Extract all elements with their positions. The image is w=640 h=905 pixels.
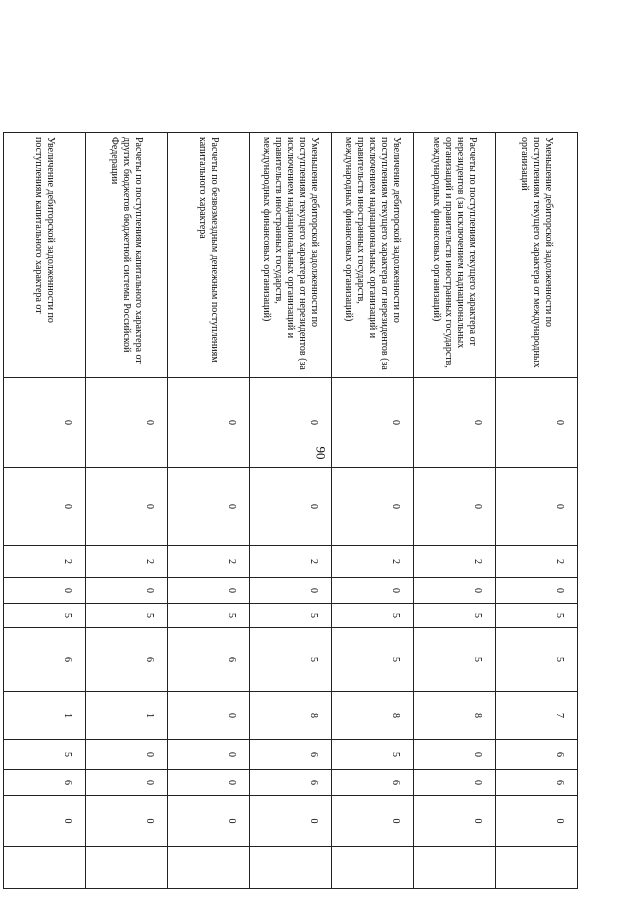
code-cell: 0: [168, 578, 250, 604]
code-cell: 0: [414, 468, 496, 546]
code-cell: 0: [168, 378, 250, 468]
code-cell: 7: [496, 692, 578, 740]
code-cell: 5: [332, 604, 414, 628]
code-cell: 0: [4, 378, 86, 468]
code-cell: 2: [86, 546, 168, 578]
code-cell: 0: [250, 796, 332, 847]
code-cell: 0: [250, 468, 332, 546]
table-row: [414, 133, 496, 889]
code-cell: 0: [168, 692, 250, 740]
code-cell: 6: [332, 770, 414, 796]
code-cell: 0: [168, 770, 250, 796]
code-cell: 0: [414, 796, 496, 847]
code-cell: 0: [332, 578, 414, 604]
table-row: [4, 133, 86, 889]
code-cell: 0: [86, 578, 168, 604]
empty-cell: [414, 847, 496, 889]
code-cell: 6: [250, 770, 332, 796]
empty-cell: [250, 847, 332, 889]
row-description: Расчеты по безвозмездным денежным поступлениям капитального характера: [168, 133, 250, 378]
code-cell: 6: [168, 628, 250, 692]
table-row: [168, 133, 250, 889]
code-cell: 0: [168, 468, 250, 546]
code-cell: 0: [332, 796, 414, 847]
code-cell: 6: [4, 628, 86, 692]
empty-cell: [332, 847, 414, 889]
table-row: [86, 133, 168, 889]
code-cell: 5: [250, 604, 332, 628]
code-cell: 0: [86, 796, 168, 847]
code-cell: 0: [414, 578, 496, 604]
table-row: [332, 133, 414, 889]
code-cell: 5: [4, 740, 86, 770]
code-cell: 0: [496, 468, 578, 546]
row-description: Увеличение дебиторской задолженности по поступлениям текущего характера от нерезидентов (за исключением наднациональных организаций и правительств иностранных государств, международных финансовых организаций): [332, 133, 414, 378]
code-cell: 0: [250, 578, 332, 604]
code-cell: 0: [414, 740, 496, 770]
code-cell: 6: [4, 770, 86, 796]
empty-cell: [168, 847, 250, 889]
code-cell: 5: [250, 628, 332, 692]
code-cell: 5: [86, 604, 168, 628]
code-cell: 0: [414, 378, 496, 468]
empty-cell: [86, 847, 168, 889]
code-cell: 0: [496, 578, 578, 604]
code-cell: 0: [4, 468, 86, 546]
code-cell: 2: [332, 546, 414, 578]
table-body: [4, 133, 578, 889]
empty-cell: [4, 847, 86, 889]
code-cell: 6: [250, 740, 332, 770]
table-row: [496, 133, 578, 889]
table-row: [250, 133, 332, 889]
accounts-table-wrapper: [33, 132, 578, 888]
code-cell: 0: [86, 770, 168, 796]
code-cell: 0: [414, 770, 496, 796]
code-cell: 8: [414, 692, 496, 740]
code-cell: 0: [496, 378, 578, 468]
code-cell: 0: [332, 468, 414, 546]
code-cell: 2: [414, 546, 496, 578]
code-cell: 2: [496, 546, 578, 578]
row-description: Расчеты по поступлениям капитального характера от других бюджетов бюджетной системы Российской Федерации: [86, 133, 168, 378]
code-cell: 0: [496, 796, 578, 847]
row-description: Увеличение дебиторской задолженности по поступлениям капитального характера от: [4, 133, 86, 378]
code-cell: 0: [168, 740, 250, 770]
code-cell: 6: [496, 740, 578, 770]
code-cell: 0: [4, 796, 86, 847]
code-cell: 5: [414, 628, 496, 692]
code-cell: 0: [250, 378, 332, 468]
code-cell: 2: [4, 546, 86, 578]
code-cell: 5: [496, 628, 578, 692]
code-cell: 0: [4, 578, 86, 604]
code-cell: 5: [332, 740, 414, 770]
code-cell: 1: [4, 692, 86, 740]
empty-cell: [496, 847, 578, 889]
code-cell: 8: [250, 692, 332, 740]
code-cell: 6: [496, 770, 578, 796]
code-cell: 0: [86, 740, 168, 770]
row-description: Расчеты по поступлениям текущего характера от нерезидентов (за исключением наднациональных организаций и правительств иностранных государств, международных финансовых организаций): [414, 133, 496, 378]
code-cell: 1: [86, 692, 168, 740]
code-cell: 0: [332, 378, 414, 468]
code-cell: 0: [86, 468, 168, 546]
code-cell: 0: [86, 378, 168, 468]
code-cell: 5: [332, 628, 414, 692]
code-cell: 2: [168, 546, 250, 578]
code-cell: 5: [496, 604, 578, 628]
accounts-table: [3, 132, 578, 889]
code-cell: 5: [168, 604, 250, 628]
row-description: Уменьшение дебиторской задолженности по поступлениям текущего характера от международных организаций: [496, 133, 578, 378]
code-cell: 5: [414, 604, 496, 628]
code-cell: 8: [332, 692, 414, 740]
code-cell: 6: [86, 628, 168, 692]
code-cell: 0: [168, 796, 250, 847]
page-number-text: 90: [313, 446, 328, 460]
code-cell: 5: [4, 604, 86, 628]
row-description: Уменьшение дебиторской задолженности по поступлениям текущего характера от нерезидентов (за исключением наднациональных организаций и правительств иностранных государств, международных финансовых организаций): [250, 133, 332, 378]
code-cell: 2: [250, 546, 332, 578]
